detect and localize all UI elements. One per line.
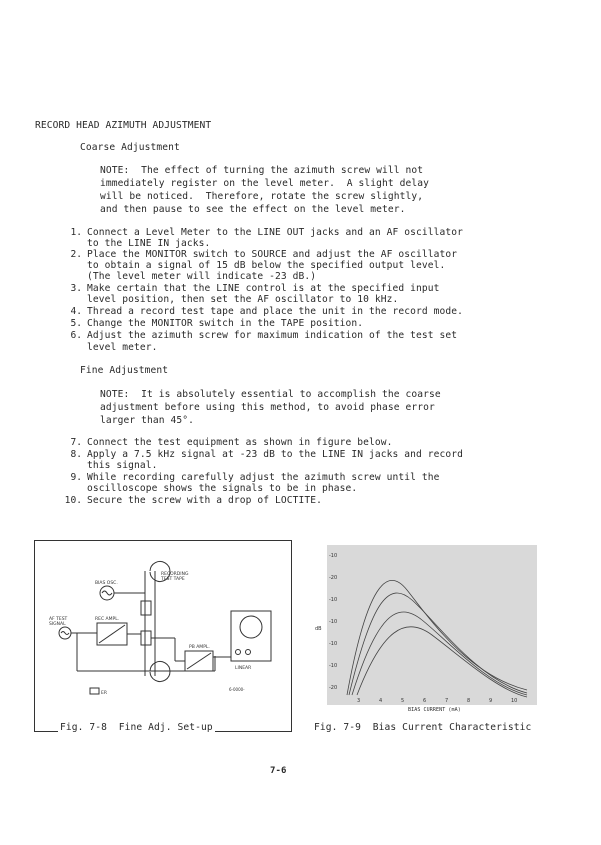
step-line: to obtain a signal of 15 dB below the specified output level.: [87, 260, 446, 271]
tape-label: RECORDING: [161, 572, 189, 577]
pb-amp-label: PB AMPL.: [189, 645, 210, 650]
x-axis-label: BIAS CURRENT (mA): [408, 707, 461, 713]
y-tick: -10: [329, 553, 338, 559]
coarse-note-line: will be noticed. Therefore, rotate the screw slightly,: [100, 191, 424, 202]
step-line: Apply a 7.5 kHz signal at -23 dB to the LINE IN jacks and record: [87, 449, 464, 460]
step-number: 2.: [70, 249, 82, 260]
x-tick: 5: [401, 698, 405, 704]
page-number: 7-6: [270, 766, 287, 776]
fine-heading: Fine Adjustment: [80, 365, 169, 376]
x-tick: 3: [357, 698, 361, 704]
fine-note-line: larger than 45°.: [100, 415, 195, 426]
y-axis-label: dB: [315, 626, 322, 632]
coarse-note-line: NOTE: The effect of turning the azimuth screw will not: [100, 165, 424, 176]
x-tick: 6: [423, 698, 427, 704]
rec-amp-label: REC AMPL.: [95, 617, 120, 622]
svg-text:TEST TAPE: TEST TAPE: [161, 577, 185, 582]
fine-note-line: adjustment before using this method, to avoid phase error: [100, 402, 435, 413]
bias-current-chart: [315, 545, 537, 705]
step-line: Secure the screw with a drop of LOCTITE.: [87, 495, 323, 506]
step-line: While recording carefully adjust the azimuth screw until the: [87, 472, 440, 483]
step-line: (The level meter will indicate -23 dB.): [87, 271, 317, 282]
step-number: 4.: [70, 306, 82, 317]
coarse-heading: Coarse Adjustment: [80, 142, 180, 153]
figure-caption: Fig. 7-8 Fine Adj. Set-up: [60, 722, 213, 733]
bias-osc-label: BIAS OSC.: [95, 581, 118, 586]
fine-note-line: NOTE: It is absolutely essential to accomplish the coarse: [100, 389, 441, 400]
step-line: Connect a Level Meter to the LINE OUT jacks and an AF oscillator: [87, 227, 464, 238]
step-line: Make certain that the LINE control is at the specified input: [87, 283, 440, 294]
step-line: Place the MONITOR switch to SOURCE and adjust the AF oscillator: [87, 249, 458, 260]
step-number: 9.: [70, 472, 82, 483]
step-line: Adjust the azimuth screw for maximum indication of the test set: [87, 330, 458, 341]
y-tick: -10: [329, 641, 338, 647]
bias-curve: [347, 580, 527, 695]
y-tick: -10: [329, 597, 338, 603]
y-tick: -20: [329, 685, 338, 691]
svg-text:SIGNAL: SIGNAL: [49, 622, 66, 627]
section-title: RECORD HEAD AZIMUTH ADJUSTMENT: [35, 120, 212, 131]
step-number: 10.: [64, 495, 82, 506]
x-tick: 8: [467, 698, 471, 704]
linear-label: LINEAR: [235, 666, 252, 671]
step-line: oscilloscope shows the signals to be in phase.: [87, 483, 358, 494]
erase-label: ER: [101, 691, 107, 696]
figure-caption: Fig. 7-9 Bias Current Characteristic: [314, 722, 532, 733]
setup-diagram: [35, 541, 291, 731]
step-line: to the LINE IN jacks.: [87, 238, 211, 249]
x-tick: 9: [489, 698, 493, 704]
step-number: 7.: [70, 437, 82, 448]
y-tick: -10: [329, 619, 338, 625]
x-tick: 4: [379, 698, 383, 704]
figure-fine-adj-setup: [34, 540, 292, 732]
x-tick: 7: [445, 698, 449, 704]
bias-curve: [352, 612, 527, 695]
step-number: 3.: [70, 283, 82, 294]
coarse-note-line: and then pause to see the effect on the level meter.: [100, 204, 406, 215]
step-line: level meter.: [87, 342, 158, 353]
oscilloscope-box: [231, 611, 271, 661]
step-line: Change the MONITOR switch in the TAPE position.: [87, 318, 364, 329]
coarse-note-line: immediately register on the level meter. A slight delay: [100, 178, 430, 189]
figure-code: 6-0000-: [229, 687, 245, 692]
step-number: 8.: [70, 449, 82, 460]
step-line: Thread a record test tape and place the unit in the record mode.: [87, 306, 464, 317]
step-number: 1.: [70, 227, 82, 238]
step-number: 6.: [70, 330, 82, 341]
step-line: this signal.: [87, 460, 158, 471]
x-tick: 10: [511, 698, 518, 704]
af-test-label: AF TEST: [49, 617, 68, 622]
step-line: Connect the test equipment as shown in figure below.: [87, 437, 393, 448]
step-number: 5.: [70, 318, 82, 329]
step-line: level position, then set the AF oscillator to 10 kHz.: [87, 294, 399, 305]
figure-bias-current: [315, 545, 537, 705]
y-tick: -20: [329, 575, 338, 581]
y-tick: -10: [329, 663, 338, 669]
